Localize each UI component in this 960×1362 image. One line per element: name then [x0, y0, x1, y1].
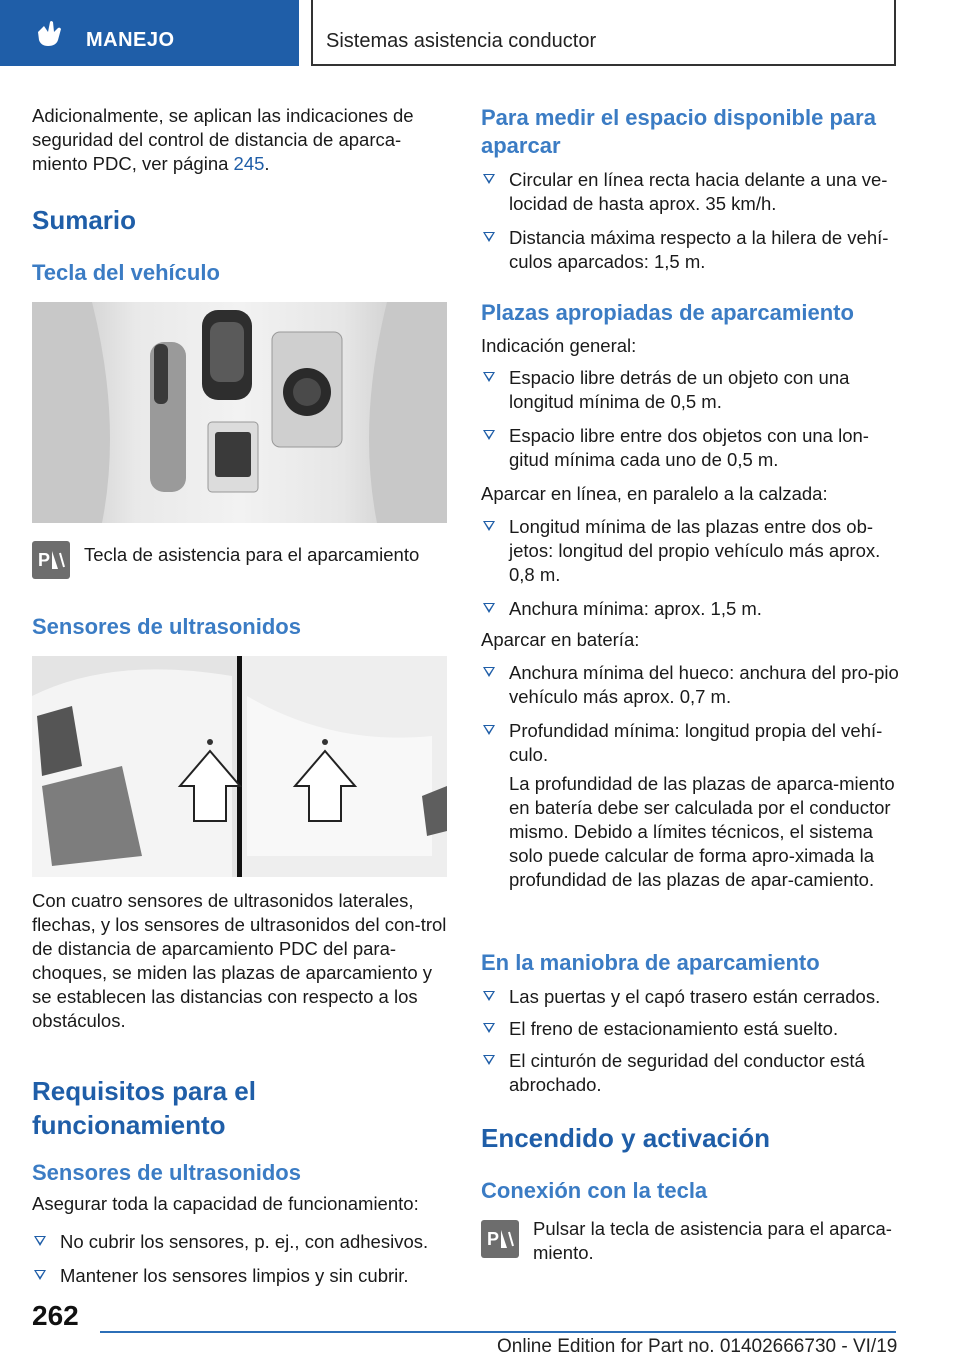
sensores-paragraph: Con cuatro sensores de ultrasonidos laterales, flechas, y los sensores de ultrasonidos del con-trol de distancia de aparcamiento PDC del para-choques, se miden las plazas de aparcamiento y se establecen las distancias con respecto a los obstáculos. — [32, 890, 447, 1031]
aparcar-linea-text: Aparcar en línea, en paralelo a la calzada: — [481, 483, 828, 504]
heading-sensores: Sensores de ultrasonidos — [32, 614, 301, 639]
list-item: Anchura mínima: aprox. 1,5 m. — [481, 597, 901, 621]
intro-text: Adicionalmente, se aplican las indicaciones de seguridad del control de distancia de aparca-miento PDC, ver página — [32, 105, 414, 174]
svg-text:P: P — [38, 550, 51, 570]
medir-list — [481, 168, 901, 274]
heading-maniobra: En la maniobra de aparcamiento — [481, 950, 820, 975]
maniobra-list — [481, 985, 901, 1097]
bullet-triangle-icon — [483, 667, 495, 677]
list-item: Mantener los sensores limpios y sin cubrir. — [32, 1264, 452, 1288]
list-item: Anchura mínima del hueco: anchura del pro-pio vehículo más aprox. 0,7 m. — [481, 661, 901, 709]
aparcar-bateria-text: Aparcar en batería: — [481, 629, 640, 650]
heading-sumario: Sumario — [32, 205, 137, 235]
heading-plazas: Plazas apropiadas de aparcamiento — [481, 300, 854, 325]
list-item: Espacio libre entre dos objetos con una lon-gitud mínima cada uno de 0,5 m. — [481, 424, 901, 472]
bumper-illustration — [32, 656, 447, 877]
console-illustration — [32, 302, 447, 523]
bullet-triangle-icon — [483, 232, 495, 242]
footer-rule — [100, 1331, 896, 1333]
tecla-caption: Tecla de asistencia para el aparcamiento — [84, 544, 420, 565]
bullet-triangle-icon — [34, 1270, 46, 1280]
list-item: Espacio libre detrás de un objeto con una longitud mínima de 0,5 m. — [481, 366, 901, 414]
plazas-list — [481, 366, 901, 472]
section-tab — [0, 0, 299, 66]
list-item: El freno de estacionamiento está suelto. — [481, 1017, 901, 1041]
bateria-note: La profundidad de las plazas de aparca-miento en batería debe ser calculada por el conductor mismo. Debido a límites técnicos, el sistema solo puede calcular de forma apro-ximada la profundidad de las plazas de apar-camiento. — [509, 773, 895, 890]
list-item: Longitud mínima de las plazas entre dos ob-jetos: longitud del propio vehículo más aprox. 0,8 m. — [481, 515, 901, 587]
list-item: No cubrir los sensores, p. ej., con adhesivos. — [32, 1230, 452, 1254]
console-photo — [32, 302, 447, 523]
list-item: Profundidad mínima: longitud propia del vehí-culo. — [481, 719, 901, 767]
heading-encendido: Encendido y activación — [481, 1123, 770, 1153]
bullet-triangle-icon — [483, 430, 495, 440]
list-item: El cinturón de seguridad del conductor está abrochado. — [481, 1049, 901, 1097]
list-item: Distancia máxima respecto a la hilera de vehí-culos aparcados: 1,5 m. — [481, 226, 901, 274]
page-number: 262 — [32, 1300, 79, 1331]
heading-requisitos: Requisitos para el funcionamiento — [32, 1076, 256, 1140]
bullet-triangle-icon — [483, 372, 495, 382]
bullet-triangle-icon — [483, 521, 495, 531]
intro-end: . — [264, 153, 270, 174]
intro-paragraph — [32, 104, 452, 176]
asegurar-text: Asegurar toda la capacidad de funcionamiento: — [32, 1193, 419, 1214]
bullet-triangle-icon — [483, 174, 495, 184]
linea-list — [481, 515, 901, 621]
bullet-triangle-icon — [34, 1236, 46, 1246]
bullet-triangle-icon — [483, 725, 495, 735]
heading-conexion: Conexión con la tecla — [481, 1178, 708, 1203]
sensors-photo — [32, 656, 447, 877]
bullet-triangle-icon — [483, 1023, 495, 1033]
chapter-title: Sistemas asistencia conductor — [326, 30, 597, 52]
bullet-triangle-icon — [483, 603, 495, 613]
park-assist-button-icon — [481, 1220, 519, 1258]
list-item: Circular en línea recta hacia delante a una ve-locidad de hasta aprox. 35 km/h. — [481, 168, 901, 216]
indicacion-text: Indicación general: — [481, 335, 637, 356]
sensores-list — [32, 1230, 452, 1288]
heading-sensores-2: Sensores de ultrasonidos — [32, 1160, 301, 1185]
heading-medir: Para medir el espacio disponible para aparcar — [481, 105, 876, 158]
footer-edition: Online Edition for Part no. 01402666730 - VI/19 — [497, 1336, 898, 1357]
bullet-triangle-icon — [483, 991, 495, 1001]
list-item: Las puertas y el capó trasero están cerrados. — [481, 985, 901, 1009]
heading-tecla: Tecla del vehículo — [32, 260, 220, 285]
conexion-text: Pulsar la tecla de asistencia para el aparca-miento. — [533, 1218, 892, 1263]
bateria-list — [481, 661, 901, 767]
section-title: MANEJO — [86, 29, 175, 51]
park-assist-button-icon — [32, 541, 70, 579]
bullet-triangle-icon — [483, 1055, 495, 1065]
page-link[interactable]: 245 — [233, 153, 265, 174]
steering-hand-icon — [32, 18, 70, 48]
svg-text:P: P — [487, 1229, 500, 1249]
